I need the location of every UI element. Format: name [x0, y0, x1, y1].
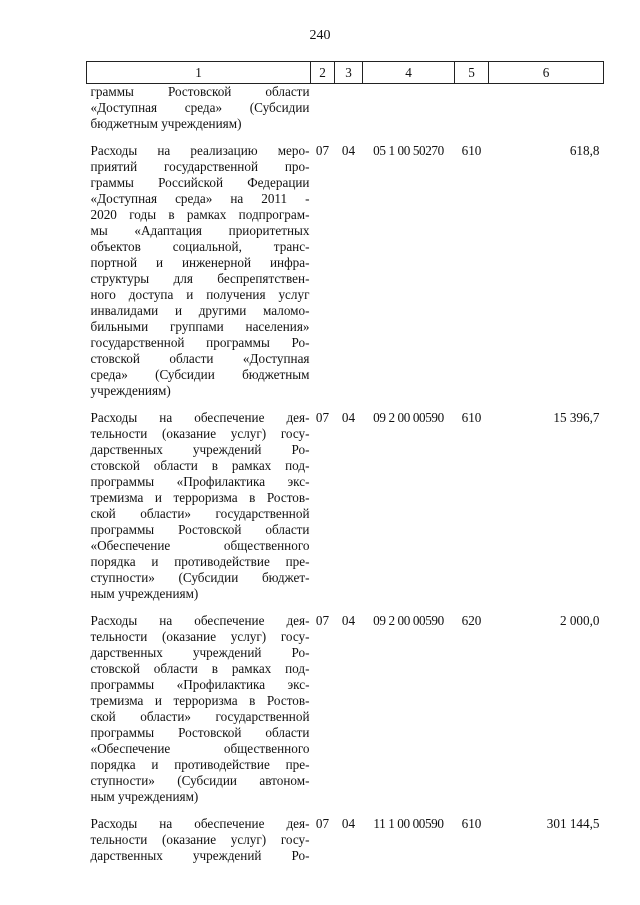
description-line: «Обеспечение общественного	[90, 538, 310, 553]
row-subsection: 04	[341, 410, 356, 425]
description-line: ным учреждениям)	[90, 789, 199, 804]
page-number: 240	[309, 28, 331, 43]
description-line: дарственных учреждений Ро-	[90, 442, 310, 457]
row-description	[87, 613, 311, 805]
description-line: программы «Профилактика экс-	[90, 474, 310, 489]
row-spacer-cell	[87, 602, 604, 613]
table-row	[87, 613, 604, 805]
row-spacer-cell	[87, 805, 604, 816]
description-line: бюджетным учреждениям)	[90, 116, 242, 131]
column-header-1: 1	[87, 62, 311, 84]
row-target-article: 05 1 00 50270	[373, 143, 444, 158]
row-expense-type: 610	[461, 410, 482, 425]
description-line: портной и инженерной инфра-	[90, 255, 310, 270]
row-expense-type: 610	[461, 816, 482, 831]
row-target-article: 09 2 00 00590	[373, 613, 444, 628]
row-section: 07	[315, 613, 330, 628]
table-row	[87, 84, 604, 133]
description-line: «Доступная среда» на 2011 -	[90, 191, 310, 206]
row-spacer	[87, 399, 604, 410]
row-amount: 301 144,5	[546, 816, 600, 831]
row-description	[87, 816, 311, 864]
description-line: тельности (оказание услуг) госу-	[90, 426, 310, 441]
row-amount	[489, 84, 604, 133]
description-line: тельности (оказание услуг) госу-	[90, 629, 310, 644]
row-description	[87, 143, 311, 399]
row-subsection: 04	[341, 816, 356, 831]
row-section: 07	[315, 816, 330, 831]
row-subsection: 04	[341, 143, 356, 158]
description-line: тремизма и терроризма в Ростов-	[90, 490, 310, 505]
description-line: учреждениям)	[90, 383, 171, 398]
row-amount: 2 000,0	[559, 613, 600, 628]
description-line: тельности (оказание услуг) госу-	[90, 832, 310, 847]
header-row	[87, 62, 604, 84]
description-line: ской области» государственной	[90, 709, 310, 724]
description-line: среда» (Субсидии бюджетным	[90, 367, 310, 382]
description-line: объектов социальной, транс-	[90, 239, 310, 254]
row-section: 07	[315, 143, 330, 158]
description-line: программы Ростовской области	[90, 522, 310, 537]
description-line: дарственных учреждений Ро-	[90, 848, 310, 863]
description-line: дарственных учреждений Ро-	[90, 645, 310, 660]
description-line: приятий государственной про-	[90, 159, 310, 174]
row-spacer	[87, 602, 604, 613]
row-spacer-cell	[87, 399, 604, 410]
row-expense-type: 620	[461, 613, 482, 628]
description-line: ступности» (Субсидии бюджет-	[90, 570, 310, 585]
description-line: ской области» государственной	[90, 506, 310, 521]
description-line: Расходы на обеспечение дея-	[90, 613, 310, 628]
row-subsection: 04	[341, 613, 356, 628]
description-line: тремизма и терроризма в Ростов-	[90, 693, 310, 708]
row-amount: 618,8	[569, 143, 600, 158]
column-header-6: 6	[489, 62, 604, 84]
description-line: инвалидами и другими маломо-	[90, 303, 310, 318]
description-line: Расходы на реализацию меро-	[90, 143, 310, 158]
description-line: Расходы на обеспечение дея-	[90, 816, 310, 831]
row-section	[311, 84, 335, 133]
description-line: порядка и противодействие пре-	[90, 757, 310, 772]
row-expense-type: 610	[461, 143, 482, 158]
table-row	[87, 410, 604, 602]
description-line: ным учреждениям)	[90, 586, 199, 601]
budget-table	[86, 61, 604, 864]
column-header-3: 3	[335, 62, 363, 84]
row-spacer	[87, 132, 604, 143]
description-line: стовской области в рамках под-	[90, 661, 310, 676]
row-description	[87, 84, 311, 133]
description-line: программы Ростовской области	[90, 725, 310, 740]
description-line: «Доступная среда» (Субсидии	[90, 100, 310, 115]
row-subsection	[335, 84, 363, 133]
description-line: Расходы на обеспечение дея-	[90, 410, 310, 425]
column-header-5: 5	[455, 62, 489, 84]
row-description	[87, 410, 311, 602]
description-line: «Обеспечение общественного	[90, 741, 310, 756]
column-header-2: 2	[311, 62, 335, 84]
description-line: государственной программы Ро-	[90, 335, 310, 350]
description-line: стовской области в рамках под-	[90, 458, 310, 473]
description-line: стовской области «Доступная	[90, 351, 310, 366]
table-row	[87, 816, 604, 864]
column-header-4: 4	[363, 62, 455, 84]
description-line: программы «Профилактика экс-	[90, 677, 310, 692]
row-target-article: 11 1 00 00590	[373, 816, 444, 831]
description-line: граммы Ростовской области	[90, 84, 310, 99]
description-line: граммы Российской Федерации	[90, 175, 310, 190]
row-amount: 15 396,7	[553, 410, 600, 425]
description-line: ного доступа и получения услуг	[90, 287, 310, 302]
row-target-article	[363, 84, 455, 133]
row-expense-type	[455, 84, 489, 133]
description-line: мы «Адаптация приоритетных	[90, 223, 310, 238]
description-line: 2020 годы в рамках подпрограм-	[90, 207, 310, 222]
description-line: ступности» (Субсидии автоном-	[90, 773, 310, 788]
table-row	[87, 143, 604, 399]
description-line: бильными группами населения»	[90, 319, 310, 334]
description-line: порядка и противодействие пре-	[90, 554, 310, 569]
row-target-article: 09 2 00 00590	[373, 410, 444, 425]
row-section: 07	[315, 410, 330, 425]
row-spacer	[87, 805, 604, 816]
row-spacer-cell	[87, 132, 604, 143]
description-line: структуры для беспрепятствен-	[90, 271, 310, 286]
